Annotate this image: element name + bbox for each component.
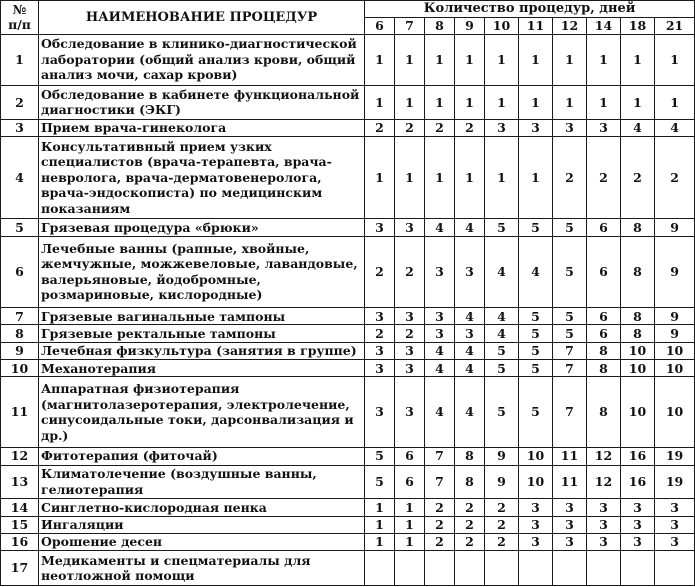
procedure-count-cell: 2 xyxy=(425,533,455,550)
procedure-count-cell: 2 xyxy=(395,236,425,307)
procedure-count-cell xyxy=(485,551,519,586)
procedure-count-cell: 1 xyxy=(519,34,553,85)
procedure-count-cell: 6 xyxy=(587,308,621,325)
procedure-count-cell: 1 xyxy=(485,85,519,119)
procedure-name: Консультативный прием узких специалистов (врача-терапевта, врача-невролога, врача-дерматовенеролога, врача-эндоскописта) по медицинским показаниям xyxy=(39,136,365,218)
procedure-count-cell: 3 xyxy=(621,533,655,550)
procedure-count-cell: 8 xyxy=(587,377,621,447)
procedure-count-cell: 1 xyxy=(621,85,655,119)
procedure-count-cell: 1 xyxy=(655,85,695,119)
procedure-count-cell: 9 xyxy=(655,219,695,236)
procedure-count-cell: 5 xyxy=(553,308,587,325)
number-column-header xyxy=(1,1,39,35)
procedure-count-cell: 5 xyxy=(519,308,553,325)
row-number: 4 xyxy=(1,136,39,218)
procedure-count-cell: 1 xyxy=(587,34,621,85)
procedure-name: Фитотерапия (фиточай) xyxy=(39,447,365,465)
procedure-name: Климатолечение (воздушные ванны, гелиотерапия xyxy=(39,465,365,499)
procedure-count-cell: 1 xyxy=(425,136,455,218)
procedure-count-cell: 3 xyxy=(455,325,485,342)
row-number: 17 xyxy=(1,551,39,586)
procedure-count-cell: 3 xyxy=(519,119,553,136)
table-row xyxy=(1,119,695,136)
table-row xyxy=(1,236,695,307)
procedures-table-body xyxy=(1,34,695,586)
procedure-count-cell xyxy=(365,551,395,586)
procedure-count-cell: 1 xyxy=(455,34,485,85)
procedure-count-cell: 5 xyxy=(553,236,587,307)
procedure-count-cell: 3 xyxy=(395,219,425,236)
day-header-cell: 21 xyxy=(655,17,695,34)
procedure-count-cell: 1 xyxy=(395,533,425,550)
procedure-count-cell: 3 xyxy=(587,119,621,136)
procedure-count-cell: 1 xyxy=(455,85,485,119)
procedure-count-cell: 9 xyxy=(655,236,695,307)
procedure-name: Лечебная физкультура (занятия в группе) xyxy=(39,342,365,359)
procedure-count-cell: 4 xyxy=(455,219,485,236)
procedure-count-cell: 2 xyxy=(365,236,395,307)
procedure-count-cell: 2 xyxy=(655,136,695,218)
procedure-count-cell: 4 xyxy=(455,342,485,359)
procedure-count-cell: 11 xyxy=(553,465,587,499)
procedure-count-cell: 2 xyxy=(395,119,425,136)
procedure-count-cell: 16 xyxy=(621,465,655,499)
procedure-count-cell: 3 xyxy=(365,308,395,325)
procedure-count-cell: 3 xyxy=(519,516,553,533)
procedure-count-cell: 2 xyxy=(455,119,485,136)
procedure-count-cell: 3 xyxy=(425,308,455,325)
procedure-count-cell: 3 xyxy=(655,533,695,550)
procedure-name: Аппаратная физиотерапия (магнитолазеротерапия, электролечение, синусоидальные токи, дарсонвализация и др.) xyxy=(39,377,365,447)
procedure-count-cell: 3 xyxy=(587,533,621,550)
procedure-count-cell: 4 xyxy=(455,308,485,325)
procedure-count-cell: 19 xyxy=(655,447,695,465)
procedure-count-cell: 8 xyxy=(621,308,655,325)
procedure-count-cell xyxy=(553,551,587,586)
table-row xyxy=(1,342,695,359)
procedure-count-cell: 3 xyxy=(425,236,455,307)
procedure-count-cell: 3 xyxy=(365,219,395,236)
procedure-name: Прием врача-гинеколога xyxy=(39,119,365,136)
procedure-count-cell: 5 xyxy=(485,377,519,447)
procedure-name: Орошение десен xyxy=(39,533,365,550)
row-number: 11 xyxy=(1,377,39,447)
procedure-count-cell: 3 xyxy=(485,119,519,136)
procedure-count-cell: 8 xyxy=(455,465,485,499)
day-header-cell: 12 xyxy=(553,17,587,34)
number-abbrev: п/п xyxy=(8,17,31,33)
day-header-cell: 10 xyxy=(485,17,519,34)
procedure-count-cell: 5 xyxy=(519,342,553,359)
procedure-count-cell: 7 xyxy=(553,342,587,359)
procedure-count-cell xyxy=(519,551,553,586)
procedure-count-cell: 10 xyxy=(621,360,655,377)
procedure-count-cell: 2 xyxy=(365,119,395,136)
procedure-count-cell: 1 xyxy=(519,136,553,218)
procedure-count-cell: 8 xyxy=(621,236,655,307)
day-header-cell: 9 xyxy=(455,17,485,34)
procedure-count-cell: 9 xyxy=(485,465,519,499)
procedure-count-cell: 1 xyxy=(365,136,395,218)
procedure-count-cell: 3 xyxy=(395,308,425,325)
procedure-name: Грязевые вагинальные тампоны xyxy=(39,308,365,325)
procedure-count-cell: 1 xyxy=(425,34,455,85)
procedure-count-cell: 8 xyxy=(455,447,485,465)
table-row xyxy=(1,325,695,342)
procedure-count-cell: 6 xyxy=(395,465,425,499)
procedure-count-cell: 2 xyxy=(553,136,587,218)
procedure-name: Ингаляции xyxy=(39,516,365,533)
procedure-count-cell: 2 xyxy=(455,533,485,550)
procedure-count-cell: 3 xyxy=(455,236,485,307)
procedure-count-cell: 16 xyxy=(621,447,655,465)
procedure-count-cell: 3 xyxy=(587,499,621,516)
procedure-count-cell: 1 xyxy=(365,533,395,550)
procedure-count-cell xyxy=(455,551,485,586)
procedure-count-cell: 4 xyxy=(455,377,485,447)
procedure-count-cell: 1 xyxy=(587,85,621,119)
procedure-count-cell: 5 xyxy=(519,325,553,342)
procedure-count-cell: 2 xyxy=(455,516,485,533)
procedure-count-cell: 1 xyxy=(395,136,425,218)
row-number: 14 xyxy=(1,499,39,516)
procedure-count-cell: 8 xyxy=(587,360,621,377)
procedure-count-cell: 10 xyxy=(621,377,655,447)
procedure-count-cell: 5 xyxy=(519,219,553,236)
table-row xyxy=(1,85,695,119)
procedure-count-cell: 2 xyxy=(485,499,519,516)
row-number: 7 xyxy=(1,308,39,325)
procedure-count-cell: 1 xyxy=(365,34,395,85)
procedure-count-cell: 2 xyxy=(395,325,425,342)
procedure-count-cell: 4 xyxy=(455,360,485,377)
procedure-count-cell: 11 xyxy=(553,447,587,465)
row-number: 1 xyxy=(1,34,39,85)
procedure-count-cell: 3 xyxy=(621,499,655,516)
procedure-count-cell: 2 xyxy=(485,533,519,550)
procedure-count-cell: 3 xyxy=(519,533,553,550)
procedure-count-cell: 3 xyxy=(395,360,425,377)
procedure-name: Грязевая процедура «брюки» xyxy=(39,219,365,236)
procedure-count-cell: 3 xyxy=(395,377,425,447)
procedure-count-cell: 10 xyxy=(655,377,695,447)
procedure-name: Обследование в клинико-диагностической лаборатории (общий анализ крови, общий анализ мочи, сахар крови) xyxy=(39,34,365,85)
procedure-count-cell: 2 xyxy=(425,516,455,533)
number-sign: № xyxy=(12,2,27,18)
procedure-count-cell: 3 xyxy=(365,377,395,447)
procedure-count-cell: 5 xyxy=(485,342,519,359)
table-row xyxy=(1,533,695,550)
procedure-count-cell: 7 xyxy=(425,465,455,499)
procedure-count-cell: 2 xyxy=(587,136,621,218)
table-row xyxy=(1,219,695,236)
procedure-count-cell xyxy=(587,551,621,586)
procedure-count-cell: 6 xyxy=(395,447,425,465)
procedure-count-cell: 4 xyxy=(519,236,553,307)
procedure-count-cell: 5 xyxy=(553,325,587,342)
row-number: 16 xyxy=(1,533,39,550)
procedure-count-cell: 5 xyxy=(553,219,587,236)
procedure-count-cell: 6 xyxy=(587,325,621,342)
procedure-count-cell: 10 xyxy=(519,447,553,465)
procedure-count-cell xyxy=(621,551,655,586)
procedure-count-cell: 8 xyxy=(587,342,621,359)
procedure-count-cell: 5 xyxy=(365,465,395,499)
procedure-count-cell: 8 xyxy=(621,219,655,236)
procedure-count-cell: 4 xyxy=(425,342,455,359)
procedure-name-column-header: НАИМЕНОВАНИЕ ПРОЦЕДУР xyxy=(39,1,365,35)
procedure-count-cell xyxy=(655,551,695,586)
procedure-name: Механотерапия xyxy=(39,360,365,377)
table-row xyxy=(1,516,695,533)
procedure-count-cell: 3 xyxy=(587,516,621,533)
table-row xyxy=(1,360,695,377)
procedure-count-cell: 3 xyxy=(655,516,695,533)
table-row xyxy=(1,308,695,325)
procedure-count-cell: 1 xyxy=(655,34,695,85)
procedure-count-cell: 1 xyxy=(395,34,425,85)
procedure-count-cell: 12 xyxy=(587,447,621,465)
table-row xyxy=(1,34,695,85)
procedure-count-cell: 3 xyxy=(519,499,553,516)
procedure-count-cell: 3 xyxy=(553,499,587,516)
day-header-cell: 14 xyxy=(587,17,621,34)
procedure-count-cell: 4 xyxy=(485,308,519,325)
procedure-count-cell: 4 xyxy=(425,219,455,236)
day-header-cell: 7 xyxy=(395,17,425,34)
procedure-name: Лечебные ванны (рапные, хвойные, жемчужные, можжевеловые, лавандовые, валерьяновые, йодобромные, розмариновые, кислородные) xyxy=(39,236,365,307)
procedure-count-cell: 1 xyxy=(485,34,519,85)
procedure-count-cell: 2 xyxy=(365,325,395,342)
procedure-name: Обследование в кабинете функциональной диагностики (ЭКГ) xyxy=(39,85,365,119)
procedure-count-cell: 5 xyxy=(365,447,395,465)
procedure-count-cell: 12 xyxy=(587,465,621,499)
procedure-count-cell: 7 xyxy=(553,377,587,447)
procedure-count-cell: 5 xyxy=(485,360,519,377)
procedure-count-cell: 10 xyxy=(655,342,695,359)
procedure-count-cell: 2 xyxy=(425,119,455,136)
row-number: 6 xyxy=(1,236,39,307)
row-number: 3 xyxy=(1,119,39,136)
procedure-count-cell: 1 xyxy=(553,34,587,85)
procedure-count-cell: 8 xyxy=(621,325,655,342)
procedure-count-cell: 9 xyxy=(655,325,695,342)
procedure-count-cell: 3 xyxy=(553,516,587,533)
table-row xyxy=(1,136,695,218)
procedure-count-cell: 4 xyxy=(425,360,455,377)
table-row xyxy=(1,447,695,465)
procedure-count-cell: 1 xyxy=(519,85,553,119)
procedure-count-cell: 2 xyxy=(455,499,485,516)
procedure-count-cell: 1 xyxy=(425,85,455,119)
procedure-count-cell: 4 xyxy=(655,119,695,136)
procedure-name: Медикаменты и спецматериалы для неотложной помощи xyxy=(39,551,365,586)
row-number: 2 xyxy=(1,85,39,119)
day-header-cell: 11 xyxy=(519,17,553,34)
header-row-top xyxy=(1,1,695,18)
row-number: 15 xyxy=(1,516,39,533)
procedure-count-cell: 5 xyxy=(519,360,553,377)
row-number: 5 xyxy=(1,219,39,236)
procedure-count-cell: 2 xyxy=(485,516,519,533)
procedure-count-cell: 1 xyxy=(395,516,425,533)
table-row xyxy=(1,551,695,586)
procedure-count-cell: 1 xyxy=(485,136,519,218)
procedure-count-cell: 3 xyxy=(395,342,425,359)
procedure-count-cell: 3 xyxy=(621,516,655,533)
day-header-cell: 18 xyxy=(621,17,655,34)
procedure-count-cell: 2 xyxy=(621,136,655,218)
row-number: 9 xyxy=(1,342,39,359)
procedure-count-cell: 7 xyxy=(425,447,455,465)
procedure-count-cell: 4 xyxy=(485,236,519,307)
procedure-count-cell: 9 xyxy=(485,447,519,465)
procedure-count-cell xyxy=(395,551,425,586)
procedure-count-cell: 5 xyxy=(485,219,519,236)
procedure-count-cell: 3 xyxy=(553,533,587,550)
procedure-count-cell: 9 xyxy=(655,308,695,325)
table-row xyxy=(1,377,695,447)
row-number: 12 xyxy=(1,447,39,465)
procedure-count-cell: 6 xyxy=(587,236,621,307)
procedure-count-cell: 5 xyxy=(519,377,553,447)
day-header-cell: 6 xyxy=(365,17,395,34)
procedure-count-cell: 10 xyxy=(655,360,695,377)
procedure-count-cell: 4 xyxy=(485,325,519,342)
procedure-count-cell: 1 xyxy=(365,516,395,533)
table-row xyxy=(1,465,695,499)
procedure-count-cell: 1 xyxy=(395,85,425,119)
procedure-count-cell: 19 xyxy=(655,465,695,499)
procedure-count-cell: 6 xyxy=(587,219,621,236)
procedure-count-cell: 1 xyxy=(365,85,395,119)
procedure-count-cell: 3 xyxy=(365,360,395,377)
procedure-count-cell: 3 xyxy=(655,499,695,516)
row-number: 13 xyxy=(1,465,39,499)
procedure-count-cell: 10 xyxy=(621,342,655,359)
table-row xyxy=(1,499,695,516)
procedure-count-cell: 1 xyxy=(553,85,587,119)
procedure-count-cell: 2 xyxy=(425,499,455,516)
procedure-count-cell: 1 xyxy=(395,499,425,516)
quantity-column-header: Количество процедур, дней xyxy=(365,1,695,18)
procedure-count-cell: 3 xyxy=(425,325,455,342)
procedure-count-cell: 4 xyxy=(425,377,455,447)
procedure-count-cell: 4 xyxy=(621,119,655,136)
procedure-count-cell: 1 xyxy=(365,499,395,516)
procedure-count-cell: 1 xyxy=(621,34,655,85)
day-header-cell: 8 xyxy=(425,17,455,34)
procedure-count-cell: 10 xyxy=(519,465,553,499)
procedure-count-cell: 3 xyxy=(553,119,587,136)
procedure-count-cell: 1 xyxy=(455,136,485,218)
procedure-count-cell: 7 xyxy=(553,360,587,377)
row-number: 8 xyxy=(1,325,39,342)
procedure-name: Грязевые ректальные тампоны xyxy=(39,325,365,342)
procedure-count-cell xyxy=(425,551,455,586)
procedure-name: Синглетно-кислородная пенка xyxy=(39,499,365,516)
row-number: 10 xyxy=(1,360,39,377)
procedure-count-cell: 3 xyxy=(365,342,395,359)
